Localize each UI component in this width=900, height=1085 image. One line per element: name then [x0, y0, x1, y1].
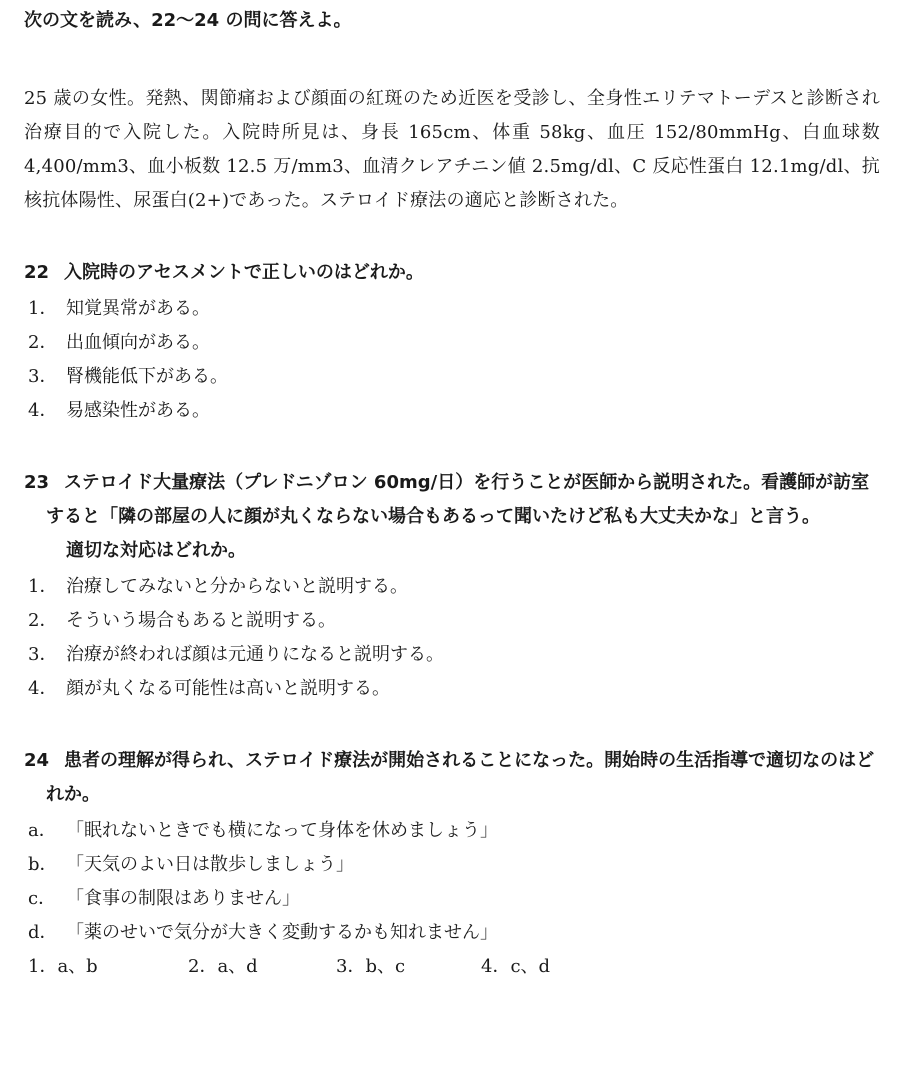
option-text: 易感染性がある。 — [66, 400, 210, 421]
question-subprompt: 適切な対応はどれか。 — [66, 540, 246, 561]
option-item[interactable] — [24, 360, 880, 394]
instruction-heading: 次の文を読み、22〜24 の問に答えよ。 — [24, 10, 352, 31]
option-text: 「食事の制限はありません」 — [66, 888, 300, 909]
answer-choice[interactable]: 4．c、d — [481, 956, 551, 977]
question-text: ステロイド大量療法（プレドニゾロン 60mg/日）を行うことが医師から説明された。看護師が訪室すると「隣の部屋の人に顔が丸くならない場合もあるって聞いたけど私も大丈夫かな」と言う。 — [46, 472, 870, 527]
option-label: 1． — [28, 576, 58, 597]
option-item[interactable] — [24, 672, 880, 706]
option-label: a． — [28, 820, 57, 841]
option-list — [24, 292, 880, 428]
option-text: 腎機能低下がある。 — [66, 366, 228, 387]
option-text: 治療してみないと分からないと説明する。 — [66, 576, 408, 597]
question-stem — [24, 744, 880, 812]
question-stem — [24, 256, 880, 290]
option-item — [24, 814, 880, 848]
option-label: d． — [28, 922, 58, 943]
option-item[interactable] — [24, 292, 880, 326]
option-label: 1． — [28, 298, 58, 319]
question-stem — [24, 466, 880, 534]
answer-choices — [24, 950, 880, 984]
option-label: 3． — [28, 644, 58, 665]
question-22 — [24, 256, 880, 428]
answer-choice[interactable]: 1．a、b — [28, 956, 98, 977]
option-text: そういう場合もあると説明する。 — [66, 610, 336, 631]
option-label: b． — [28, 854, 58, 875]
question-text: 患者の理解が得られ、ステロイド療法が開始されることになった。開始時の生活指導で適切なのはどれか。 — [46, 750, 875, 805]
answer-choice[interactable]: 3．b、c — [336, 956, 406, 977]
case-description: 25 歳の女性。発熱、関節痛および顔面の紅斑のため近医を受診し、全身性エリテマトーデスと診断され治療目的で入院した。入院時所見は、身長 165cm、体重 58kg、血圧 152/80mmHg、白血球数 4,400/mm3、血小板数 12.5 万/mm3、血清クレアチニン値 2.5mg/dl、C 反応性蛋白 12.1mg/dl、抗核抗体陽性、尿蛋白(2+)であった。ステロイド療法の適応と診断された。 — [24, 88, 880, 211]
question-24 — [24, 744, 880, 984]
option-label: 2． — [28, 610, 58, 631]
option-text: 治療が終われば顔は元通りになると説明する。 — [66, 644, 444, 665]
question-23 — [24, 466, 880, 706]
option-item[interactable] — [24, 604, 880, 638]
option-text: 出血傾向がある。 — [66, 332, 210, 353]
option-text: 「天気のよい日は散歩しましょう」 — [66, 854, 354, 875]
option-item[interactable] — [24, 570, 880, 604]
option-item[interactable] — [24, 326, 880, 360]
option-list — [24, 814, 880, 950]
option-label: 3． — [28, 366, 58, 387]
option-text: 「薬のせいで気分が大きく変動するかも知れません」 — [66, 922, 498, 943]
option-label: 4． — [28, 678, 58, 699]
question-text: 入院時のアセスメントで正しいのはどれか。 — [64, 262, 424, 283]
option-text: 顔が丸くなる可能性は高いと説明する。 — [66, 678, 390, 699]
question-number: 24 — [24, 750, 50, 771]
option-text: 知覚異常がある。 — [66, 298, 210, 319]
question-number: 22 — [24, 262, 50, 283]
option-list — [24, 570, 880, 706]
option-label: 2． — [28, 332, 58, 353]
option-label: c． — [28, 888, 57, 909]
option-item[interactable] — [24, 394, 880, 428]
answer-choice[interactable]: 2．a、d — [188, 956, 258, 977]
option-item[interactable] — [24, 638, 880, 672]
option-item — [24, 916, 880, 950]
option-item — [24, 882, 880, 916]
question-number: 23 — [24, 472, 50, 493]
option-item — [24, 848, 880, 882]
option-label: 4． — [28, 400, 58, 421]
option-text: 「眠れないときでも横になって身体を休めましょう」 — [66, 820, 498, 841]
